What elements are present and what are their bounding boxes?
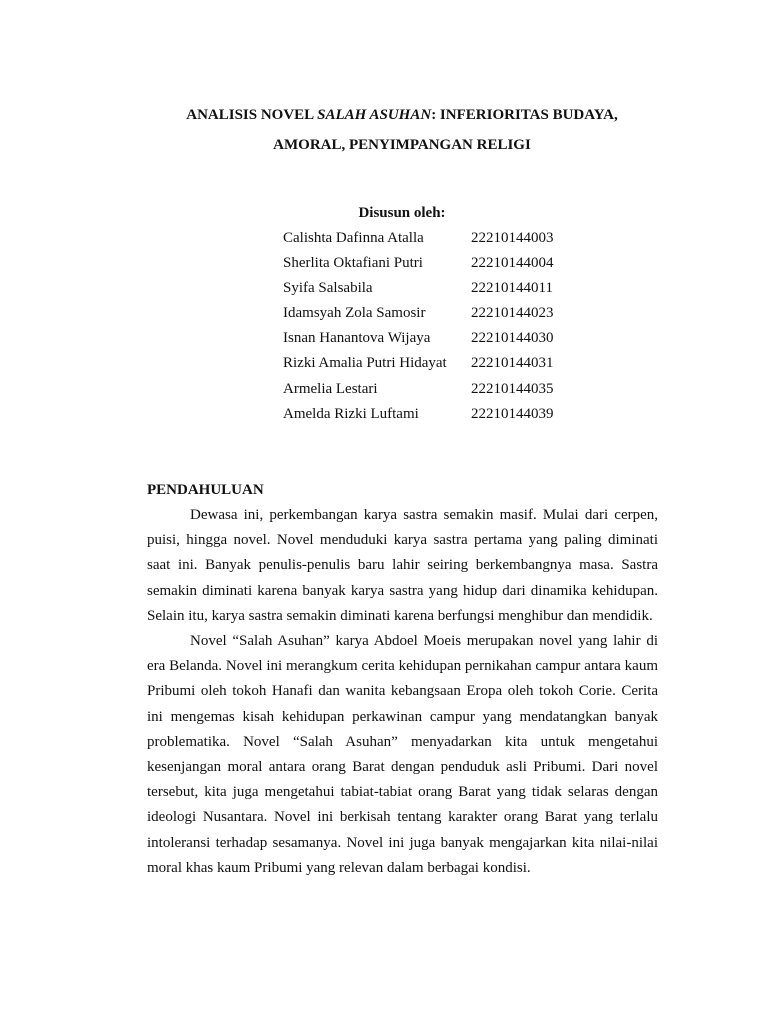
author-id: 22210144011 [471, 280, 553, 297]
title-prefix: ANALISIS NOVEL [186, 107, 318, 123]
author-name: Amelda Rizki Luftami [283, 405, 419, 422]
title-suffix: : INFERIORITAS BUDAYA, [431, 107, 618, 123]
author-row [283, 402, 554, 427]
author-name: Armelia Lestari [283, 380, 378, 397]
paragraph-1: Dewasa ini, perkembangan karya sastra semakin masif. Mulai dari cerpen, puisi, hingga novel. Novel menduduki karya sastra pertama yang paling diminati saat ini. Banyak penulis-penulis baru lahir seiring berkembangnya masa. Sastra semakin diminati karena banyak karya sastra yang hidup dari dinamika kehidupan. Selain itu, karya sastra semakin diminati karena berfungsi menghibur dan mendidik. [147, 507, 658, 624]
author-row [283, 326, 554, 351]
author-name: Rizki Amalia Putri Hidayat [283, 355, 447, 372]
author-name: Calishta Dafinna Atalla [283, 230, 424, 246]
title-line-2: AMORAL, PENYIMPANGAN RELIGI [273, 137, 531, 153]
document-title [110, 100, 694, 160]
author-name: Idamsyah Zola Samosir [283, 305, 426, 322]
author-name: Syifa Salsabila [283, 280, 373, 297]
author-id: 22210144003 [471, 230, 554, 246]
section-heading: PENDAHULUAN [147, 482, 264, 498]
title-novel-name: SALAH ASUHAN [317, 107, 432, 123]
author-row [283, 351, 554, 376]
author-row [283, 226, 554, 251]
author-id: 22210144031 [471, 355, 554, 372]
author-id: 22210144023 [471, 305, 554, 322]
section-body [147, 503, 658, 881]
author-row [283, 251, 554, 276]
authors-list [283, 226, 554, 427]
author-id: 22210144004 [471, 255, 554, 272]
author-name: Isnan Hanantova Wijaya [283, 330, 431, 347]
author-row [283, 276, 554, 301]
author-row [283, 377, 554, 402]
author-row [283, 301, 554, 326]
author-id: 22210144035 [471, 380, 554, 397]
title-line-1 [110, 100, 694, 130]
author-id: 22210144030 [471, 330, 554, 347]
authors-heading: Disusun oleh: [358, 205, 446, 221]
author-id: 22210144039 [471, 405, 554, 422]
author-name: Sherlita Oktafiani Putri [283, 255, 423, 272]
paragraph-2: Novel “Salah Asuhan” karya Abdoel Moeis merupakan novel yang lahir di era Belanda. Novel ini merangkum cerita kehidupan pernikahan campur antara kaum Pribumi oleh tokoh Hanafi dan wanita kebangsaan Eropa oleh tokoh Corie. Cerita ini mengemas kisah kehidupan perkawinan campur yang mendatangkan banyak problematika. Novel “Salah Asuhan” menyadarkan kita untuk mengetahui kesenjangan moral antara orang Barat dengan penduduk asli Pribumi. Dari novel tersebut, kita juga mengetahui tabiat-tabiat orang Barat yang tidak selaras dengan ideologi Nusantara. Novel ini berkisah tentang karakter orang Barat yang terlalu intoleransi terhadap sesamanya. Novel ini juga banyak mengajarkan kita nilai-nilai moral khas kaum Pribumi yang relevan dalam berbagai kondisi. [147, 633, 658, 876]
